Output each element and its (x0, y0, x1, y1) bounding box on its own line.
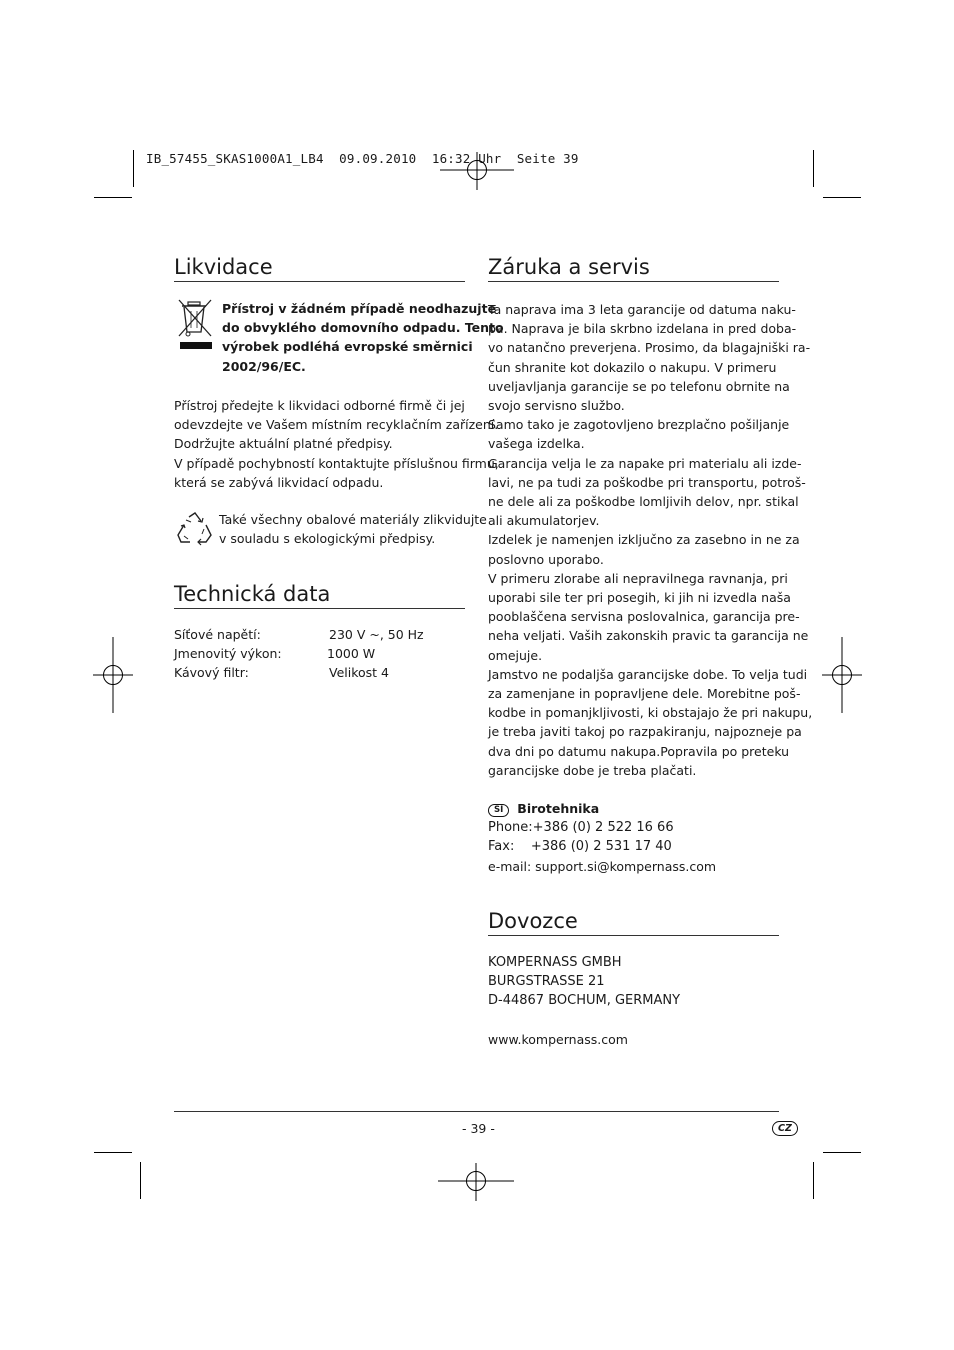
service-name-line (488, 799, 716, 818)
likvidace-title: Likvidace (174, 255, 273, 279)
disposal-body: Přístroj předejte k likvidaci odborné firmě či jej odevzdejte ve Vašem místním recyklačním zařízení. Dodržujte aktuální platné předpisy. V případě pochybností kontaktujte příslušnou firmu, která se zabývá likvidací odpadu. (174, 398, 499, 490)
print-header: IB_57455_SKAS1000A1_LB4 09.09.2010 16:32 Uhr Seite 39 (146, 151, 579, 166)
footer-rule (174, 1111, 779, 1112)
country-badge-si: SI (488, 804, 509, 817)
warranty-body: Ta naprava ima 3 leta garancije od datuma naku- pa. Naprava je bila skrbno izdelana in pred doba- vo natančno preverjena. Prosimo, da blagajniški ra- čun shranite kot dokazilo o nakupu. V primeru uveljavljanja garancije se po telefonu obrnite na svojo servisno službo. Samo tako je zagotovljeno brezplačno pošiljanje vašega izdelka. Garancija velja le za napake pri materialu ali izde- lavi, ne pa tudi za poškodbe pri transportu, potroš- ne dele ali za poškodbe lomljivih delov, npr. stikal ali akumulatorjev. Izdelek je namenjen izključno za zasebno in ne za poslovno uporabo. V primeru zlorabe ali nepravilnega ravnanja, pri uporabi sile ter pri posegih, ki jih ni izvedla naša pooblaščena servisna poslovalnica, garancija pre- neha veljati. Vaših zakonskih pravic ta garancija ne omejuje. Jamstvo ne podaljša garancijske dobe. To velja tudi za zamenjane in popravljene dele. Morebitne poš- kodbe in pomanjkljivosti, ki obstajajo že pri nakupu, je treba javiti takoj po razpakiranju, najpozneje pa dva dni po datumu nakupa.Popravila po preteku garancijske dobe je treba plačati. (488, 302, 813, 778)
technicka-rule (174, 608, 465, 609)
importer-address: KOMPERNASS GMBH BURGSTRASSE 21 D-44867 BOCHUM, GERMANY (488, 955, 681, 1009)
likvidace-rule (174, 281, 465, 282)
spec-label: Kávový filtr: (174, 665, 249, 680)
zaruka-rule (488, 281, 779, 282)
spec-label: Síťové napětí: (174, 627, 261, 642)
service-fax: Fax: +386 (0) 2 531 17 40 (488, 839, 672, 855)
service-contact (488, 799, 716, 876)
dovozce-rule (488, 935, 779, 936)
technicka-data-title: Technická data (174, 582, 331, 606)
zaruka-title: Záruka a servis (488, 255, 650, 279)
registration-mark-left (93, 637, 133, 713)
spec-label: Jmenovitý výkon: (174, 646, 282, 661)
dovozce-title: Dovozce (488, 909, 578, 933)
registration-mark-top (440, 152, 514, 192)
spec-value: 230 V ~, 50 Hz (329, 627, 424, 642)
weee-bin-icon (176, 298, 216, 358)
spec-value: 1000 W (327, 646, 376, 661)
service-phone: Phone:+386 (0) 2 522 16 66 (488, 820, 674, 836)
website-link[interactable]: www.kompernass.com (488, 1032, 628, 1047)
recycle-icon (176, 511, 214, 553)
disposal-warning: Přístroj v žádném případě neodhazujte do obvyklého domovního odpadu. Tento výrobek podléhá evropské směrnici 2002/96/EC. (222, 301, 504, 374)
recycle-note: Také všechny obalové materiály zlikvidujte v souladu s ekologickými předpisy. (219, 512, 487, 547)
service-email[interactable]: e-mail: support.si@kompernass.com (488, 858, 717, 874)
registration-mark-bottom (438, 1163, 514, 1201)
page-number: - 39 - (462, 1121, 495, 1136)
country-badge-cz: CZ (772, 1121, 798, 1136)
spec-value: Velikost 4 (329, 665, 389, 680)
service-name: Birotehnika (517, 801, 600, 816)
registration-mark-right (822, 637, 862, 713)
